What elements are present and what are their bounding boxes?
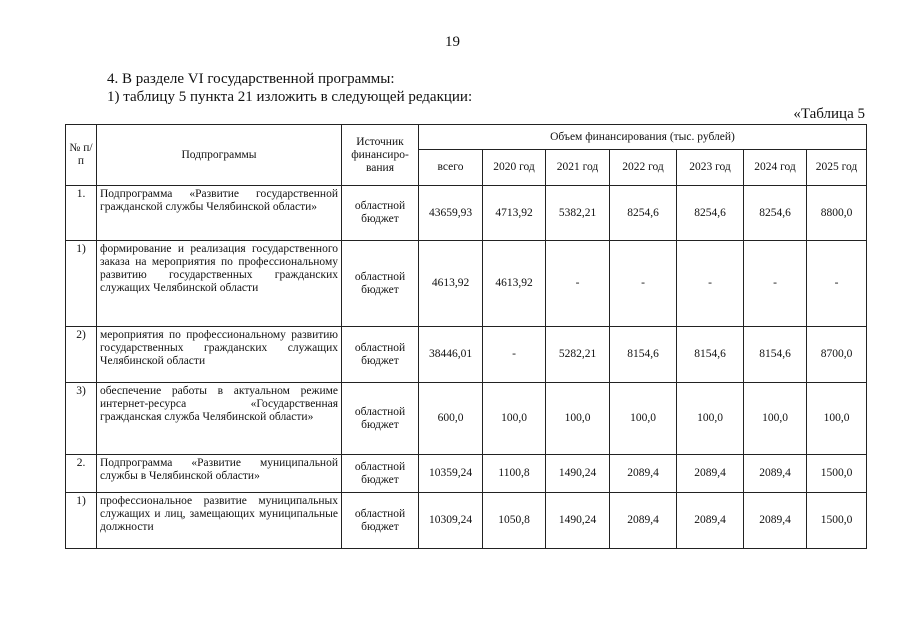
cell-total: 10309,24 xyxy=(419,493,483,549)
row-source: областной бюджет xyxy=(342,493,419,549)
financing-table xyxy=(65,124,867,549)
page-number: 19 xyxy=(445,34,460,50)
cell-value: 8154,6 xyxy=(744,327,807,383)
row-number: 2) xyxy=(66,327,97,383)
cell-value: 8154,6 xyxy=(677,327,744,383)
cell-total: 4613,92 xyxy=(419,241,483,327)
cell-value: - xyxy=(807,241,867,327)
row-source: областной бюджет xyxy=(342,327,419,383)
row-subprogram-name: Подпрограмма «Развитие государственной гражданской службы Челябинской области» xyxy=(97,186,342,241)
cell-value: 1490,24 xyxy=(546,455,610,493)
row-source: областной бюджет xyxy=(342,186,419,241)
header-subprogram: Подпрограммы xyxy=(97,125,342,186)
table-row xyxy=(66,186,867,241)
cell-value: 4713,92 xyxy=(483,186,546,241)
table-row xyxy=(66,493,867,549)
cell-value: 2089,4 xyxy=(744,493,807,549)
row-number: 3) xyxy=(66,383,97,455)
cell-value: 8254,6 xyxy=(677,186,744,241)
row-number: 1) xyxy=(66,493,97,549)
table-row xyxy=(66,241,867,327)
row-source: областной бюджет xyxy=(342,383,419,455)
amendment-text: 1) таблицу 5 пункта 21 изложить в следующей редакции: xyxy=(107,89,473,105)
row-subprogram-name: обеспечение работы в актуальном режиме интернет-ресурса «Государственная гражданская служба Челябинской области» xyxy=(97,383,342,455)
cell-value: 8254,6 xyxy=(610,186,677,241)
cell-value: 1500,0 xyxy=(807,493,867,549)
header-total: всего xyxy=(419,150,483,186)
row-subprogram-name: формирование и реализация государственного заказа на мероприятия по профессиональному развитию государственных гражданских служащих Челябинской области xyxy=(97,241,342,327)
row-subprogram-name: Подпрограмма «Развитие муниципальной службы в Челябинской области» xyxy=(97,455,342,493)
table-row xyxy=(66,455,867,493)
cell-value: 8154,6 xyxy=(610,327,677,383)
cell-value: 5382,21 xyxy=(546,186,610,241)
cell-value: - xyxy=(546,241,610,327)
row-subprogram-name: мероприятия по профессиональному развитию государственных гражданских служащих Челябинской области xyxy=(97,327,342,383)
row-number: 2. xyxy=(66,455,97,493)
cell-total: 43659,93 xyxy=(419,186,483,241)
row-source: областной бюджет xyxy=(342,241,419,327)
cell-value: 2089,4 xyxy=(610,493,677,549)
cell-value: 1490,24 xyxy=(546,493,610,549)
cell-total: 38446,01 xyxy=(419,327,483,383)
cell-value: 5282,21 xyxy=(546,327,610,383)
row-subprogram-name: профессиональное развитие муниципальных служащих и лиц, замещающих муниципальные должности xyxy=(97,493,342,549)
cell-value: 100,0 xyxy=(483,383,546,455)
cell-total: 600,0 xyxy=(419,383,483,455)
table-row xyxy=(66,327,867,383)
cell-value: 2089,4 xyxy=(610,455,677,493)
cell-value: 1050,8 xyxy=(483,493,546,549)
section-intro-text: 4. В разделе VI государственной программы: xyxy=(107,71,395,87)
cell-value: 8700,0 xyxy=(807,327,867,383)
cell-value: 2089,4 xyxy=(677,455,744,493)
row-number: 1. xyxy=(66,186,97,241)
cell-value: 1100,8 xyxy=(483,455,546,493)
header-year: 2024 год xyxy=(744,150,807,186)
header-year: 2025 год xyxy=(807,150,867,186)
cell-value: 2089,4 xyxy=(744,455,807,493)
cell-total: 10359,24 xyxy=(419,455,483,493)
cell-value: - xyxy=(610,241,677,327)
cell-value: 100,0 xyxy=(807,383,867,455)
cell-value: - xyxy=(744,241,807,327)
cell-value: - xyxy=(483,327,546,383)
cell-value: 100,0 xyxy=(744,383,807,455)
cell-value: 1500,0 xyxy=(807,455,867,493)
cell-value: - xyxy=(677,241,744,327)
header-year: 2022 год xyxy=(610,150,677,186)
header-source: Источник финансиро-вания xyxy=(342,125,419,186)
row-source: областной бюджет xyxy=(342,455,419,493)
header-year: 2023 год xyxy=(677,150,744,186)
cell-value: 8800,0 xyxy=(807,186,867,241)
header-year: 2020 год xyxy=(483,150,546,186)
cell-value: 100,0 xyxy=(610,383,677,455)
cell-value: 8254,6 xyxy=(744,186,807,241)
header-year: 2021 год xyxy=(546,150,610,186)
cell-value: 100,0 xyxy=(677,383,744,455)
header-num: № п/п xyxy=(66,125,97,186)
header-financing-volume: Объем финансирования (тыс. рублей) xyxy=(419,125,867,150)
cell-value: 2089,4 xyxy=(677,493,744,549)
table-caption: «Таблица 5 xyxy=(793,106,865,122)
table-row xyxy=(66,383,867,455)
cell-value: 100,0 xyxy=(546,383,610,455)
cell-value: 4613,92 xyxy=(483,241,546,327)
row-number: 1) xyxy=(66,241,97,327)
